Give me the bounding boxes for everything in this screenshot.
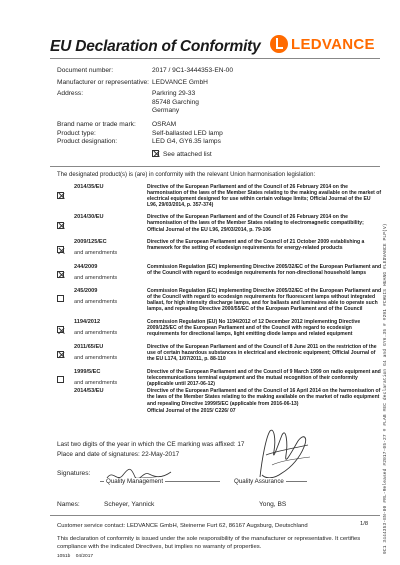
directive-row (57, 319, 382, 338)
ledvance-logo-icon (270, 35, 288, 53)
form-date: 04/2017 (75, 554, 94, 559)
directive-text: Directive of the European Parliament and of the Council of 26 February 2014 on the harmonisation of the laws of the Member States relating to electromagnetic compatibility; Official Journal of the EU L96, 29/03/2014, p. 79-106 (147, 214, 364, 233)
directive-text-cell (147, 214, 382, 233)
form-number: 1051b (57, 554, 71, 559)
directive-amendments: and amendments (74, 355, 118, 362)
directive-code: 2009/125/EC (74, 238, 107, 245)
directive-text-cell (147, 344, 382, 363)
directive-text: Directive of the European Parliament and of the Council of 16 April 2014 on the harmonisation of the laws of the Member States relating to the making available on the market of radio equipment and repealing Directive 1999/5/EC (applicable from 2016-06-13) (147, 388, 381, 407)
field-label (57, 150, 152, 160)
checkbox-checked-icon (57, 192, 64, 199)
directive-amendments: and amendments (74, 250, 118, 257)
directive-text-cell (147, 264, 382, 283)
field-value: LED G4, GY6.35 lamps (152, 138, 221, 146)
header-fields (57, 67, 377, 159)
field-label: Manufacturer or representative: (57, 78, 149, 86)
document-tracking-code: 9C1 3444353-EN-00 #RL-Released #2017-05-27 # #LAB #EC declaration G4 and GY6.35 # #291 #CHUIS HUANG #LEDVANCE PLP(V) (383, 223, 388, 554)
field-value: LEDVANCE GmbH (152, 78, 208, 86)
signer-name-right: Yong, BS (259, 501, 287, 508)
header-row (57, 99, 377, 108)
directive-check-cell (57, 288, 74, 312)
directive-amendments: and amendments (74, 275, 118, 282)
directive-code: 2014/35/EU (74, 184, 104, 190)
directive-code: 244/2009 (74, 263, 98, 270)
field-label: Product type: (57, 129, 96, 137)
directive-row (57, 239, 382, 258)
directive-code: 2011/65/EU (74, 343, 104, 350)
directive-code-cell (74, 184, 147, 208)
header-row (57, 90, 377, 99)
directive-row (57, 264, 382, 283)
directive-text-cell (147, 288, 382, 312)
page-number: 1/8 (360, 521, 369, 527)
checkbox-checked-icon (152, 150, 159, 157)
attached-list-label: See attached list (163, 150, 212, 158)
field-label: Document number: (57, 67, 114, 74)
place-date-line: Place and date of signatures: 22-May-2017 (57, 450, 180, 458)
directive-row (57, 388, 382, 413)
field-label (57, 99, 152, 108)
header-row (57, 138, 377, 147)
field-label: Address: (57, 90, 84, 98)
checkbox-empty-icon (57, 376, 64, 383)
directives-list (57, 184, 382, 414)
checkbox-checked-icon (57, 351, 64, 358)
directive-code: 1999/5/EC (74, 368, 101, 375)
signer-title-right: Quality Assurance (234, 478, 284, 485)
directive-code-cell (74, 214, 147, 233)
directive-text: Commission Regulation (EC) implementing Directive 2005/32/EC of the European Parliament and of the Council with regard to ecodesign requirements for fluorescent lamps without integrated ballast, for high intensity discharge lamps, and for ballasts and luminaires able to operate such lamps, and repealing Directive 2000/55/EC of the European Parliament and of the Council (147, 287, 382, 312)
field-value (152, 150, 377, 160)
field-label (57, 107, 152, 116)
directive-code: 2014/30/EU (74, 214, 104, 221)
header-divider (50, 58, 380, 59)
directive-text: Directive of the European Parliament and of the Council of 21 October 2009 establishing a framework for the setting of ecodesign requirements for energy-related products (147, 238, 365, 251)
names-label: Names: (57, 501, 80, 508)
ce-year-line: Last two digits of the year in which the CE marking was affixed: 17 (57, 441, 245, 448)
disclaimer: This declaration of conformity is issued under the sole responsibility of the manufacturer or representative. It certifies compliance with the indicated Directives, but implies no warranty of properties. (57, 536, 361, 550)
checkbox-empty-icon (57, 295, 64, 302)
directive-text-cell (147, 239, 382, 258)
field-value: Self-ballasted LED lamp (152, 129, 223, 137)
checkbox-checked-icon (57, 326, 64, 333)
footer-divider (50, 515, 380, 516)
directive-code-cell (74, 388, 147, 413)
checkbox-checked-icon (57, 271, 64, 278)
directive-check-cell (57, 369, 74, 388)
section-divider (50, 166, 380, 167)
field-value: 85748 Garching (152, 98, 199, 106)
legislation-intro: The designated product(s) is (are) in conformity with the relevant Union harmonisation legislation: (57, 172, 316, 178)
directive-amendments: and amendments (74, 379, 118, 386)
header-row (57, 130, 377, 139)
directive-code: 245/2009 (74, 287, 98, 294)
header-row (57, 67, 377, 76)
directive-amendments: and amendments (74, 330, 118, 337)
directive-row (57, 214, 382, 233)
directive-amendments: and amendments (74, 298, 118, 305)
directive-text-cell (147, 369, 382, 388)
checkbox-checked-icon (57, 222, 64, 229)
signer-title-left: Quality Management (106, 478, 164, 485)
directive-text: Directive of the European Parliament and of the Council of 8 June 2011 on the restriction of the use of certain hazardous substances in electrical and electronic equipment; Official Journal of the EU L174, 1/07/2011, p. 88-110 (147, 343, 377, 362)
brand-name: LEDVANCE (291, 35, 375, 53)
directive-text: Directive of the European Parliament and of the Council of 9 March 1999 on radio equipment and telecommunications terminal equipment and the mutual recognition of their conformity (applicable until 2017-06-12) (147, 368, 381, 387)
directive-row (57, 344, 382, 363)
directive-code: 1194/2012 (74, 318, 101, 325)
header-row (57, 150, 377, 160)
field-value: Parkring 29-33 (152, 90, 196, 98)
checkbox-checked-icon (57, 246, 64, 253)
directive-check-cell (57, 184, 74, 208)
directive-row (57, 288, 382, 312)
directive-check-cell (57, 388, 74, 413)
directive-code: 2014/53/EU (74, 388, 104, 395)
directive-code-cell (74, 239, 147, 258)
directive-text-cell (147, 184, 382, 208)
directive-text-cell (147, 388, 382, 413)
directive-row (57, 184, 382, 208)
directive-check-cell (57, 264, 74, 283)
directive-code-cell (74, 264, 147, 283)
directive-text-cell (147, 319, 382, 338)
field-value: 2017 / 9C1-3444353-EN-00 (152, 67, 234, 74)
directive-check-cell (57, 239, 74, 258)
header-row (57, 107, 377, 116)
directive-check-cell (57, 344, 74, 363)
directive-code-cell (74, 319, 147, 338)
brand-logo (270, 35, 375, 53)
directive-text: Commission Regulation (EC) implementing Directive 2005/32/EC of the European Parliament and of the Council with regard to ecodesign requirements for non-directional household lamps (147, 263, 382, 276)
signature-right (252, 425, 316, 483)
directive-text: Commission Regulation (EU) No 1194/2012 of 12 December 2012 implementing Directive 2009/125/EC of the European Parliament and of the Council with regard to ecodesign requirements for directional lamps, light emitting diode lamps and related equipment (147, 318, 361, 338)
directive-code-cell (74, 344, 147, 363)
form-footer (57, 554, 93, 559)
directive-journal-ref: Official Journal of the 2015/ C226/ 07 (147, 407, 236, 414)
header-row (57, 121, 377, 130)
directive-code-cell (74, 288, 147, 312)
directive-row (57, 369, 382, 388)
customer-service-contact: Customer service contact: LEDVANCE GmbH, Steinerne Furt 62, 86167 Augsburg, Deutschland (57, 523, 308, 529)
field-label: Brand name or trade mark: (57, 120, 136, 128)
field-label: Product designation: (57, 138, 118, 146)
ce-marking-info (57, 440, 244, 460)
directive-check-cell (57, 214, 74, 233)
document-title: EU Declaration of Conformity (50, 38, 261, 55)
signatures-label: Signatures: (57, 470, 91, 477)
directive-code-cell (74, 369, 147, 388)
directive-text: Directive of the European Parliament and of the Council of 26 February 2014 on the harmonisation of the laws of the Member States relating to the making available on the market of electrical equipment designed for use within certain voltage limits; Official Journal of the EU L96, 29/03/2014, p. 357-374) (147, 184, 382, 209)
directive-check-cell (57, 319, 74, 338)
header-row (57, 79, 377, 88)
field-value: Germany (152, 107, 180, 115)
signer-name-left: Scheyer, Yannick (104, 501, 155, 508)
field-value: OSRAM (152, 120, 177, 128)
